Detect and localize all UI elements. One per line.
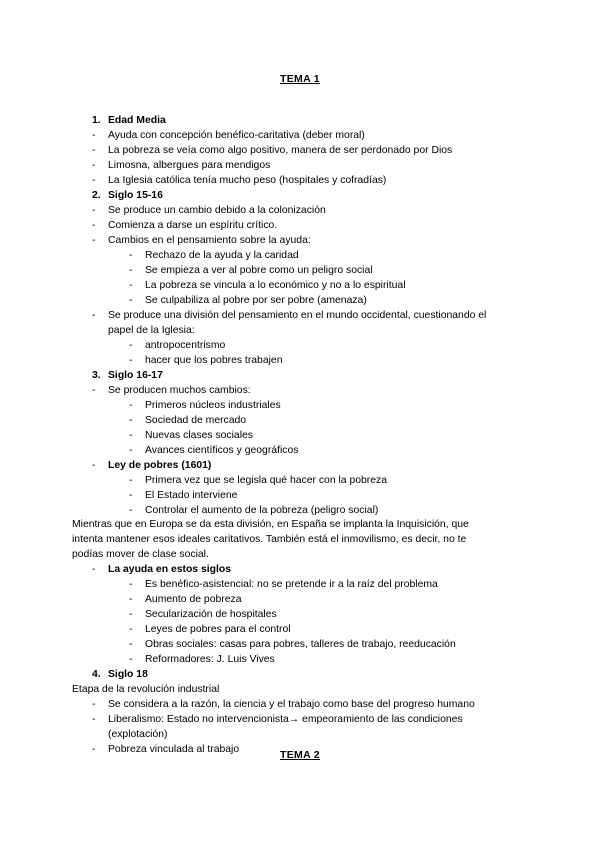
section-heading-siglo-18: Siglo 18 [108,669,148,680]
sub-list-item: Se culpabiliza al pobre por ser pobre (amenaza) [145,295,367,306]
list-item: Cambios en el pensamiento sobre la ayuda: [108,235,311,246]
dash: - [129,639,133,650]
dash: - [129,295,133,306]
paragraph-line: Etapa de la revolución industrial [72,684,220,695]
sub-list-item: Es benéfico-asistencial: no se pretende ir a la raíz del problema [145,579,438,590]
section-number: 1. [92,115,101,126]
list-item: Limosna, albergues para mendigos [108,160,271,171]
sub-list-item: Sociedad de mercado [145,415,247,426]
tema-2-title: TEMA 2 [280,749,320,761]
sub-list-item: Controlar el aumento de la pobreza (peligro social) [145,505,379,516]
sub-list-item: Primera vez que se legisla qué hacer con la pobreza [145,475,388,486]
dash: - [129,609,133,620]
dash: - [129,265,133,276]
sub-list-item: Obras sociales: casas para pobres, talleres de trabajo, reeducación [145,639,456,650]
dash: - [92,744,96,755]
dash: - [129,250,133,261]
dash: - [129,505,133,516]
dash: - [129,400,133,411]
sub-list-item: Secularización de hospitales [145,609,277,620]
dash: - [129,340,133,351]
list-item: Liberalismo: Estado no intervencionista→ empeoramiento de las condiciones [108,714,463,725]
paragraph-line: podías mover de clase social. [72,549,209,560]
section-heading-siglo-15-16: Siglo 15-16 [108,190,163,201]
dash: - [129,280,133,291]
section-number: 3. [92,370,101,381]
dash: - [129,355,133,366]
sub-list-item: Rechazo de la ayuda y la caridad [145,250,299,261]
list-item: La Iglesia católica tenía mucho peso (hospitales y cofradías) [108,175,387,186]
ley-de-pobres-heading: Ley de pobres (1601) [108,460,212,471]
dash: - [92,130,96,141]
sub-list-item: antropocentrismo [145,340,226,351]
ayuda-heading: La ayuda en estos siglos [108,564,231,575]
section-heading-edad-media: Edad Media [108,115,166,126]
sub-list-item: Primeros núcleos industriales [145,400,281,411]
list-item: Se produce un cambio debido a la colonización [108,205,326,216]
dash: - [129,415,133,426]
dash: - [129,475,133,486]
dash: - [92,460,96,471]
dash: - [92,310,96,321]
dash: - [92,175,96,186]
dash: - [129,430,133,441]
sub-list-item: Leyes de pobres para el control [145,624,291,635]
list-item: Comienza a darse un espíritu crítico. [108,220,278,231]
dash: - [129,445,133,456]
sub-list-item: La pobreza se vincula a lo económico y no a lo espiritual [145,280,406,291]
sub-list-item: Aumento de pobreza [145,594,242,605]
dash: - [92,205,96,216]
dash: - [129,579,133,590]
sub-list-item: Nuevas clases sociales [145,430,253,441]
sub-list-item: Se empieza a ver al pobre como un peligro social [145,265,373,276]
list-item: Ayuda con concepción benéfico-caritativa (deber moral) [108,130,365,141]
dash: - [129,624,133,635]
dash: - [92,235,96,246]
sub-list-item: El Estado interviene [145,490,238,501]
dash: - [129,594,133,605]
sub-list-item: hacer que los pobres trabajen [145,355,283,366]
dash: - [92,220,96,231]
dash: - [92,160,96,171]
list-item: Pobreza vinculada al trabajo [108,744,240,755]
section-number: 2. [92,190,101,201]
section-number: 4. [92,669,101,680]
sub-list-item: Reformadores: J. Luis Vives [145,654,275,665]
list-item-continuation: papel de la Iglesia: [108,325,195,336]
section-heading-siglo-16-17: Siglo 16-17 [108,370,163,381]
sub-list-item: Avances científicos y geográficos [145,445,299,456]
list-item: La pobreza se veía como algo positivo, manera de ser perdonado por Dios [108,145,453,156]
dash: - [92,714,96,725]
tema-1-title: TEMA 1 [280,73,320,85]
dash: - [92,385,96,396]
dash: - [129,490,133,501]
list-item: Se considera a la razón, la ciencia y el trabajo como base del progreso humano [108,699,475,710]
list-item: Se producen muchos cambios: [108,385,251,396]
paragraph-line: Mientras que en Europa se da esta división, en España se implanta la Inquisición, que [72,519,469,530]
dash: - [92,564,96,575]
paragraph-line: intenta mantener esos ideales caritativos. También está el inmovilismo, es decir, no te [72,534,467,545]
dash: - [129,654,133,665]
dash: - [92,145,96,156]
list-item-continuation: (explotación) [108,729,168,740]
list-item: Se produce una división del pensamiento en el mundo occidental, cuestionando el [108,310,487,321]
dash: - [92,699,96,710]
